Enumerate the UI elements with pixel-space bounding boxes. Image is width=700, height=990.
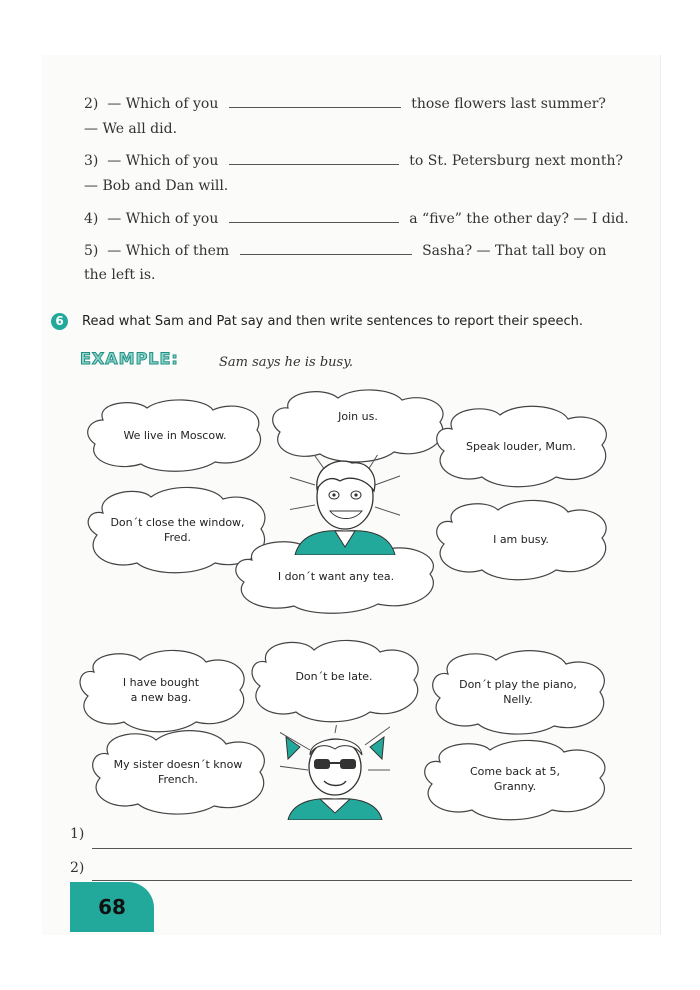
- pat-bubble-3: Don´t play the piano, Nelly.: [428, 650, 608, 734]
- pat-bubble-2: Don´t be late.: [248, 640, 420, 720]
- pat-girl-illustration: [280, 725, 390, 820]
- blank-4[interactable]: [229, 221, 399, 223]
- pat-bubble-4: My sister doesn´t know French.: [88, 730, 268, 814]
- pat-bubble-1: I have bought a new bag.: [76, 650, 246, 730]
- answer-line-2[interactable]: [92, 880, 632, 881]
- sam-bubble-1: We live in Moscow.: [85, 400, 265, 470]
- sam-bubble-4: Don´t close the window, Fred.: [85, 487, 270, 572]
- page-number: 68: [70, 882, 154, 932]
- blank-2[interactable]: [229, 106, 401, 108]
- question-4: 4) — Which of you a “five” the other day? — I did.: [84, 211, 629, 227]
- answer-2: — We all did.: [84, 121, 178, 137]
- sam-bubble-6: I don´t want any tea.: [232, 540, 440, 612]
- sam-bubble-2: Join us.: [268, 390, 448, 462]
- sam-bubble-3: Speak louder, Mum.: [432, 405, 610, 487]
- exercise-instruction: Read what Sam and Pat say and then write sentences to report their speech.: [82, 314, 583, 329]
- blank-5[interactable]: [240, 253, 412, 255]
- answer-3: — Bob and Dan will.: [84, 178, 229, 194]
- pat-bubble-5: Come back at 5, Granny.: [420, 740, 610, 818]
- question-2: 2) — Which of you those flowers last summer?: [84, 96, 606, 112]
- example-label: EXAMPLE:: [80, 349, 179, 368]
- example-text: Sam says he is busy.: [219, 355, 353, 370]
- answer-line-1-number: 1): [70, 826, 85, 842]
- question-5: 5) — Which of them Sasha? — That tall boy on: [84, 243, 607, 259]
- sam-boy-illustration: [290, 455, 400, 555]
- blank-3[interactable]: [229, 163, 399, 165]
- answer-line-2-number: 2): [70, 860, 85, 876]
- exercise-number-badge: 6: [51, 313, 68, 330]
- sam-bubble-5: I am busy.: [432, 500, 610, 578]
- answer-line-1[interactable]: [92, 848, 632, 849]
- question-5-cont: the left is.: [84, 267, 156, 283]
- question-3: 3) — Which of you to St. Petersburg next month?: [84, 153, 623, 169]
